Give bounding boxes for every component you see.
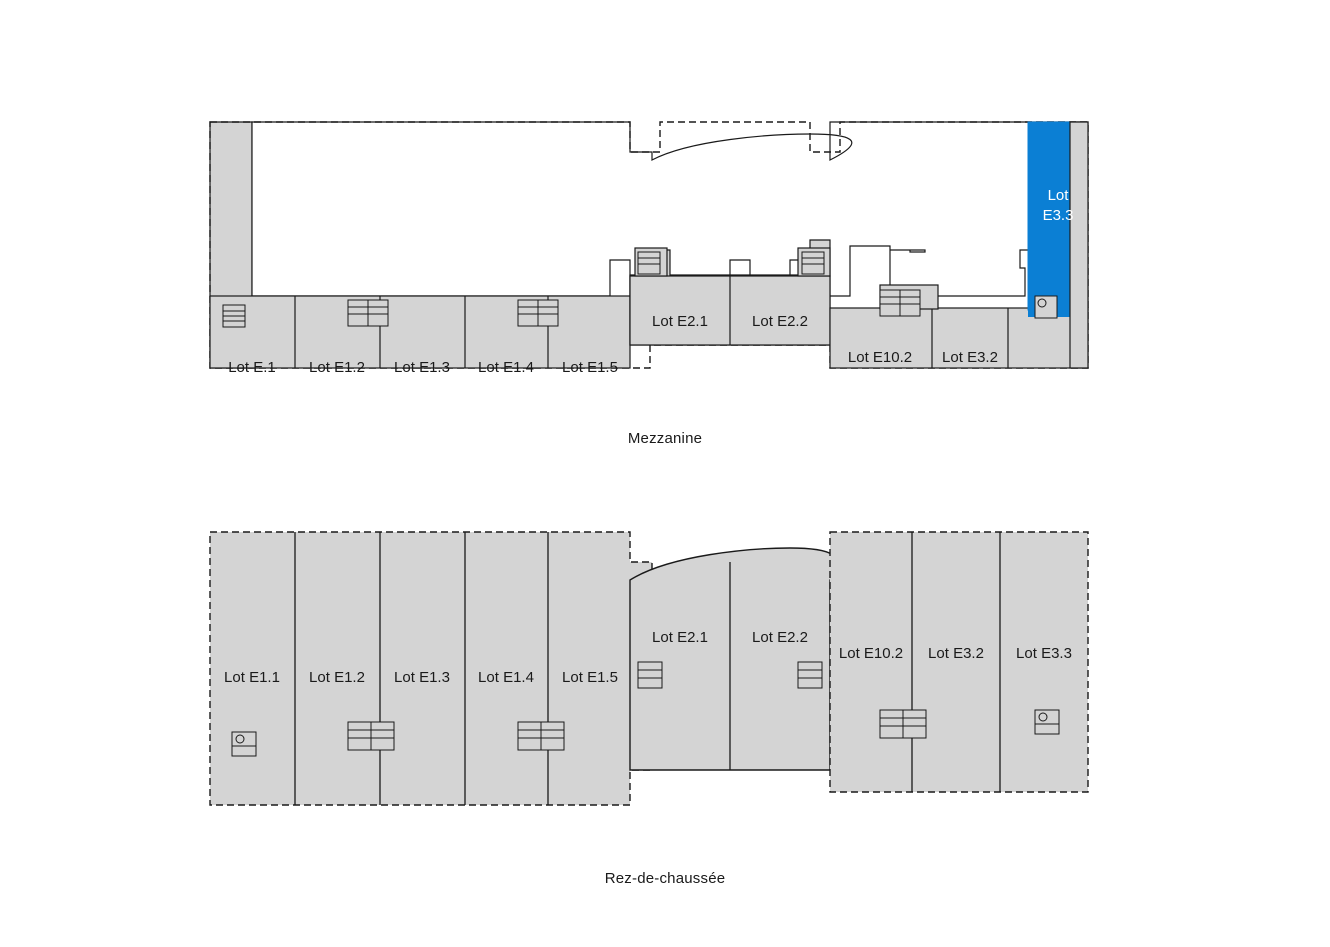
- lot-label: Lot E1.4: [478, 359, 534, 376]
- elevator-icon: [232, 732, 256, 756]
- floor-plan-mezzanine: [190, 100, 1110, 400]
- lot-label: Lot E3.2: [928, 645, 984, 662]
- lot-label-highlighted: Lot: [1047, 187, 1069, 204]
- mezzanine-right-strip: [1070, 122, 1088, 368]
- lot-label: Lot E1.1: [224, 669, 280, 686]
- rdc-middle-wing: [630, 548, 838, 770]
- stairs-icon: [518, 722, 564, 750]
- lot-label: Lot E2.2: [752, 629, 808, 646]
- mezzanine-lot-band-left: [210, 296, 630, 368]
- stairs-icon: [880, 710, 926, 738]
- stairs-icon: [348, 722, 394, 750]
- rdc-right-block: [830, 532, 1088, 792]
- lot-label: Lot E10.2: [847, 349, 913, 366]
- floor-plan-rez-de-chaussee: [190, 510, 1110, 830]
- lot-label: Lot E1.4: [478, 669, 534, 686]
- elevator-icon: [638, 252, 660, 274]
- lot-label: Lot E1.2: [309, 669, 365, 686]
- lot-label: Lot E.1: [228, 359, 276, 376]
- elevator-icon: [1035, 710, 1059, 734]
- lot-label: Lot E2.2: [752, 313, 808, 330]
- lot-label: Lot E10.2: [838, 645, 904, 662]
- lot-label: Lot E3.2: [942, 349, 998, 366]
- lot-label: Lot E1.2: [309, 359, 365, 376]
- lot-label-highlighted: E3.3: [1042, 207, 1074, 224]
- stairs-icon: [638, 662, 662, 688]
- lot-label: Lot E1.5: [562, 669, 618, 686]
- lot-label: Lot E1.5: [562, 359, 618, 376]
- lot-label: Lot E2.1: [652, 629, 708, 646]
- caption-mezzanine: Mezzanine: [627, 430, 703, 447]
- rdc-svg: [190, 510, 1110, 830]
- stairs-icon: [798, 662, 822, 688]
- lot-label: Lot E1.3: [394, 669, 450, 686]
- lot-label: Lot E3.3: [1016, 645, 1072, 662]
- mezzanine-svg: [190, 100, 1110, 400]
- elevator-icon: [802, 252, 824, 274]
- caption-rez-de-chaussee: Rez-de-chaussée: [604, 870, 726, 887]
- stairs-icon: [348, 300, 388, 326]
- stairs-icon: [880, 290, 920, 316]
- stairs-icon: [518, 300, 558, 326]
- lot-label: Lot E1.3: [394, 359, 450, 376]
- elevator-icon: [1035, 296, 1057, 318]
- lot-label: Lot E2.1: [652, 313, 708, 330]
- stairs-icon: [223, 305, 245, 327]
